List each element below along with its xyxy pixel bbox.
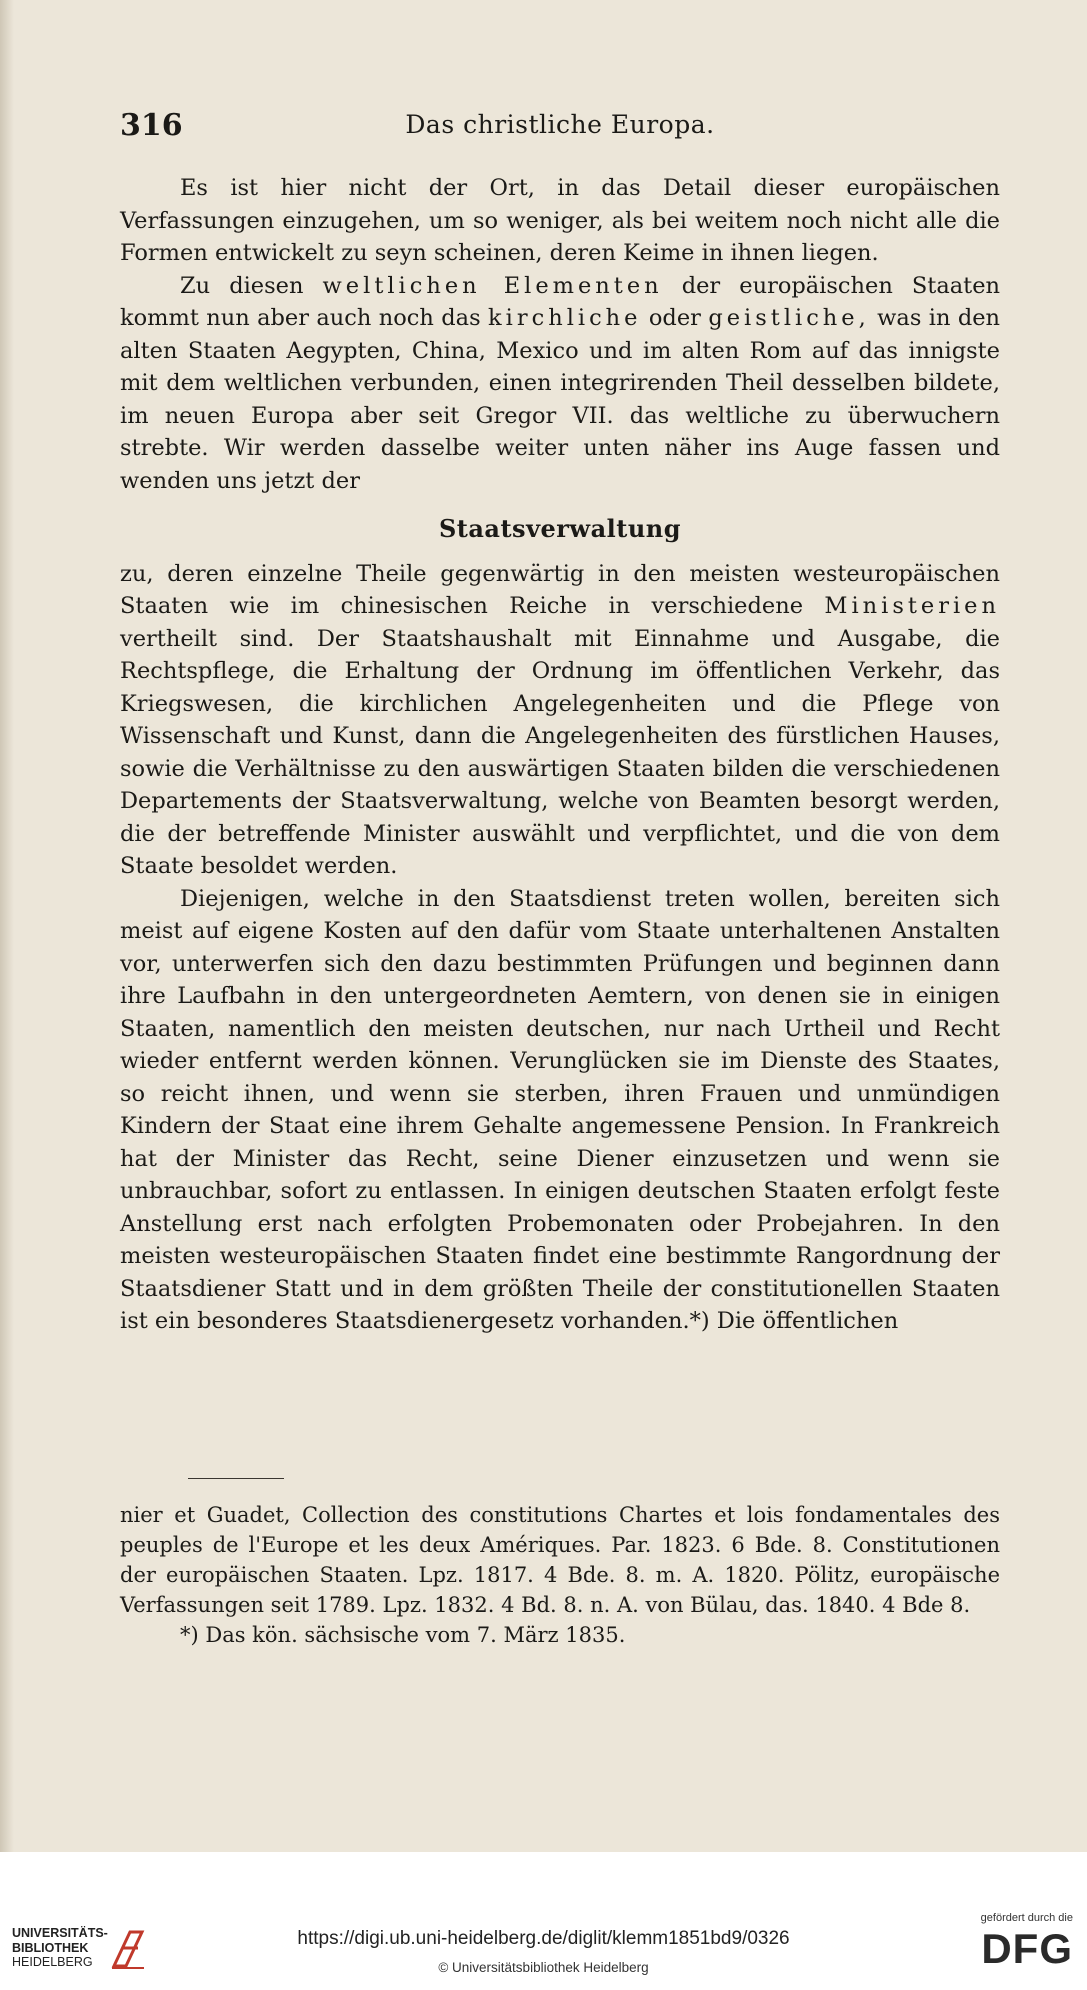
emphasis-geistliche: geistliche,: [708, 305, 870, 331]
text-run: zu, deren einzelne Theile gegenwärtig in den meisten westeuropäischen Staaten wie im chinesischen Reiche in verschiedene: [120, 560, 1000, 619]
text-run: was in den alten Staaten Aegypten, China, Mexico und im alten Rom auf das innigste mit dem weltlichen verbunden, einen integrirenden Theil desselben bildete, im neuen Europa aber seit Gregor VII. das weltliche zu überwuchern strebte. Wir werden dasselbe weiter unten näher ins Auge fassen und wenden uns jetzt der: [120, 305, 1001, 494]
page-number: 316: [120, 108, 183, 143]
paragraph-3: [120, 558, 1000, 883]
logo-line-2: BIBLIOTHEK: [12, 1940, 89, 1955]
running-title: Das christliche Europa.: [405, 110, 715, 139]
footnote-continuation: nier et Guadet, Collection des constitutions Chartes et lois fondamentales des peuples de l'Europe et les deux Amériques. Par. 1823. 6 Bde. 8. Constitutionen der europäischen Staaten. Lpz. 1817. 4 Bde. 8. m. A. 1820. Pölitz, europäische Verfassungen seit 1789. Lpz. 1832. 4 Bd. 8. n. A. von Bülau, das. 1840. 4 Bde 8.: [120, 1503, 1000, 1617]
permalink-url[interactable]: https://digi.ub.uni-heidelberg.de/diglit/klemm1851bd9/0326: [297, 1928, 790, 1949]
emphasis-kirchliche: kirchliche: [488, 305, 642, 331]
page-header: [120, 108, 1000, 152]
main-text: [120, 172, 1000, 1338]
footnote-divider: [188, 1478, 284, 1479]
emphasis-weltlichen-elementen: weltlichen Elementen: [322, 272, 663, 299]
paragraph-1: Es ist hier nicht der Ort, in das Detail dieser europäischen Verfassungen einzugehen, um so weniger, als bei weitem noch nicht alle die Formen entwickelt zu seyn scheinen, deren Keime in ihnen liegen.: [120, 175, 1000, 266]
text-run: vertheilt sind. Der Staatshaushalt mit Einnahme und Ausgabe, die Rechtspflege, die Erhaltung der Ordnung im öffentlichen Verkehr, das Kriegswesen, die kirchlichen Angelegenheiten und die Pflege von Wissenschaft und Kunst, dann die Angelegenheiten des fürstlichen Hauses, sowie die Verhältnisse zu den auswärtigen Staaten bilden die verschiedenen Departements der Staatsverwaltung, welche von Beamten besorgt werden, die der betreffende Minister auswählt und verpflichtet, und die von dem Staate besoldet werden.: [120, 625, 1000, 879]
text-run: der europäischen Staaten kommt nun aber auch noch das: [120, 272, 1001, 331]
copyright-notice: © Universitätsbibliothek Heidelberg: [438, 1960, 649, 1975]
logo-line-3: HEIDELBERG: [12, 1955, 93, 1969]
page-edge-shadow: [0, 0, 14, 1852]
logo-line-1: UNIVERSITÄTS-: [12, 1926, 108, 1940]
footnotes: [120, 1500, 1000, 1650]
footnote-asterisk: *) Das kön. sächsische vom 7. März 1835.: [180, 1623, 626, 1647]
paragraph-4: Diejenigen, welche in den Staatsdienst treten wollen, bereiten sich meist auf eigene Kosten auf den dafür vom Staate unterhaltenen Anstalten vor, unterwerfen sich den dazu bestimmten Prüfungen und beginnen dann ihre Laufbahn in den untergeordneten Aemtern, von denen sie in einigen Staaten, namentlich den meisten deutschen, nur nach Urtheil und Recht wieder entfernt werden können. Verunglücken sie im Dienste des Staates, so reicht ihnen, und wenn sie sterben, ihren Frauen und unmündigen Kindern der Staat eine ihrem Gehalte angemessene Pension. In Frankreich hat der Minister das Recht, seine Diener einzusetzen und wenn sie unbrauchbar, sofort zu entlassen. In einigen deutschen Staaten erfolgt feste Anstellung erst nach erfolgten Probemonaten oder Probejahren. In den meisten westeuropäischen Staaten findet eine bestimmte Rangordnung der Staatsdiener Statt und in dem größten Theile der constitutionellen Staaten ist ein besonderes Staatsdienergesetz vorhanden.*) Die öffentlichen: [120, 885, 1000, 1334]
section-heading: Staatsverwaltung: [438, 514, 682, 543]
text-run: Zu diesen: [180, 272, 304, 299]
funding-caption: gefördert durch die: [980, 1912, 1073, 1924]
text-run: oder: [648, 305, 701, 331]
dfg-logo[interactable]: DFG: [981, 1925, 1073, 1972]
paragraph-2: [120, 270, 1000, 498]
emphasis-ministerien: Ministerien: [824, 593, 1000, 619]
